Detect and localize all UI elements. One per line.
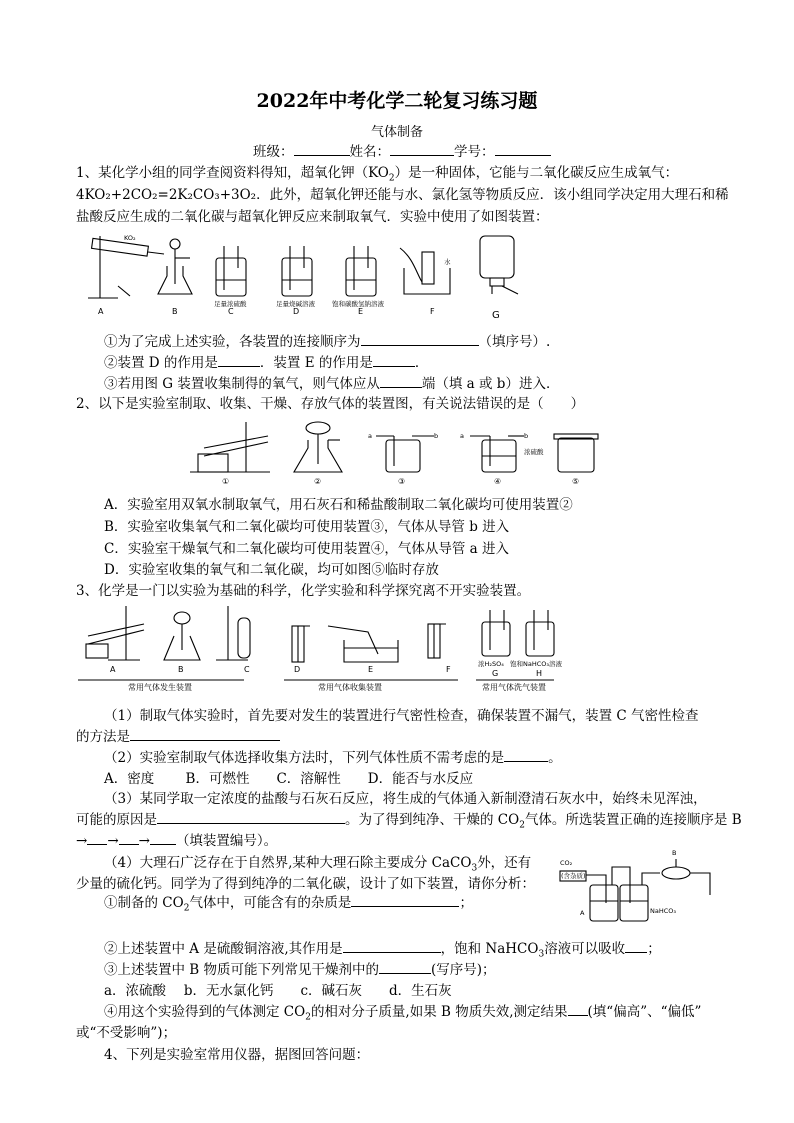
q1-stem-line3: 盐酸反应生成的二氧化碳与超氧化钾反应来制取氧气．实验中使用了如图装置：: [76, 209, 549, 225]
label-q3-c: C: [244, 665, 250, 674]
c-liquid-label: 足量浓硫酸: [214, 300, 247, 308]
nahco3-label: NaHCO₃: [650, 907, 676, 915]
q3-p4-sub1: ①制备的 $CO_2$气体中，可能含有的杂质是 ；: [104, 891, 473, 914]
q3-p3-line1: （3）某同学取一定浓度的盐酸与石灰石反应，将生成的气体通入新制澄清石灰水中，始终未见浑浊，: [104, 791, 707, 807]
q3-blank-result[interactable]: [568, 1001, 588, 1016]
label-c: C: [228, 307, 234, 316]
label-b: B: [172, 307, 178, 316]
a-label-fig: A: [580, 909, 585, 917]
d-liquid-label: 足量烧碱溶液: [276, 300, 315, 308]
q2-stem: 2、以下是实验室制取、收集、干燥、存放气体的装置图，有关说法错误的是（ ）: [76, 396, 585, 412]
label-a: A: [98, 307, 104, 316]
q3-blank-absorb[interactable]: [625, 938, 647, 953]
q2-device-3: [368, 432, 438, 486]
label-n5: ⑤: [572, 477, 580, 486]
apparatus-e: [332, 246, 385, 316]
q1-blank-e[interactable]: [373, 352, 415, 367]
q3-blank-impurity[interactable]: [351, 892, 459, 907]
q3-col-d: [292, 626, 310, 674]
label-f: F: [430, 307, 435, 316]
q2-option-c[interactable]: C．实验室干燥氧气和二氧化碳均可使用装置④，气体从导管 a 进入: [104, 541, 509, 557]
q3-p2: （2）实验室制取气体选择收集方法时，下列气体性质不需考虑的是 。: [104, 746, 562, 766]
label-q3-g: G: [492, 669, 499, 678]
apparatus-c: [214, 246, 247, 316]
apparatus-g: [480, 236, 518, 321]
label-q3-a: A: [110, 665, 116, 674]
q4-stem: 4、下列是实验室常用仪器，据图回答问题：: [104, 1047, 370, 1063]
q1-equation-line: 4KO₂+2CO₂=2K₂CO₃+3O₂．此外，超氧化钾还能与水、氯化氢等物质反应．该小组同学决定用大理石和稀: [76, 187, 729, 203]
label-q3-e: E: [368, 665, 374, 674]
q1-sub1: ①为了完成上述实验，各装置的连接顺序为 （填序号）.: [104, 330, 550, 350]
page-title: 2022年中考化学二轮复习练习题: [256, 90, 538, 112]
q3-p1-line2: 的方法是: [76, 725, 280, 745]
apparatus-d: [276, 246, 316, 316]
q2-device-2: [294, 422, 342, 486]
ko2-label: KO₂: [124, 234, 136, 242]
q3-p2-options[interactable]: A．密度 B．可燃性 C．溶解性 D．能否与水反应: [104, 771, 474, 787]
q2-apparatus-figure: [190, 414, 610, 486]
q2-b-label-3: b: [434, 432, 439, 440]
q3-blank-cuso4-role[interactable]: [343, 938, 441, 953]
number-blank[interactable]: [495, 141, 551, 156]
label-g: G: [492, 310, 500, 321]
apparatus-b: [158, 239, 192, 316]
q3-blank-seq3[interactable]: [150, 830, 176, 845]
q3-gen-b: [164, 612, 200, 674]
q2-a-label-3: a: [368, 432, 372, 440]
q2-device-1: [190, 422, 270, 486]
topic-subtitle: 气体制备: [370, 125, 423, 140]
label-q3-f: F: [446, 665, 451, 674]
q3-blank-property[interactable]: [504, 747, 548, 762]
apparatus-f: [400, 248, 451, 316]
q3-p4-desiccant-options[interactable]: a．浓硫酸 b．无水氯化钙 c．碱石灰 d．生石灰: [104, 983, 452, 999]
number-label: 学号：: [454, 144, 495, 160]
q3-p3-line3: → → → （填装置编号）。: [76, 829, 277, 849]
caption-generation: 常用气体发生装置: [128, 683, 192, 692]
q3-col-e: [328, 626, 398, 674]
q2-option-a[interactable]: A．实验室用双氧水制取氧气，用石灰石和稀盐酸制取二氧化碳均可使用装置②: [104, 497, 573, 513]
impure-label: (含杂质): [561, 872, 586, 880]
b-label-fig: B: [672, 849, 677, 857]
q3-p4-sub2: ②上述装置中 A 是硫酸铜溶液,其作用是 ，饱和 NaHCO$_3$溶液可以吸收 ；: [104, 937, 661, 960]
class-label: 班级：: [253, 144, 294, 160]
q2-b-label-4: b: [524, 432, 529, 440]
q3-p4-sub4-line1: ④用这个实验得到的气体测定 $CO_2$的相对分子质量,如果 B 物质失效,测定结果 (填“偏高”、“偏低”: [104, 1000, 701, 1023]
label-n2: ②: [314, 477, 322, 486]
e-liquid-label: 饱和碳酸氢钠溶液: [332, 300, 384, 308]
q1-apparatus-figure: [78, 228, 528, 328]
label-n3: ③: [398, 477, 406, 486]
q2-a-label-4: a: [460, 432, 464, 440]
q1-sub3: ③若用图 G 装置收集制得的氧气，则气体应从 端（填 a 或 b）进入．: [104, 372, 559, 392]
name-label: 姓名：: [349, 144, 390, 160]
q3-p4-line1: （4）大理石广泛存在于自然界,某种大理石除主要成分 CaCO$_3$外，还有: [104, 855, 532, 874]
q2-device-4: [460, 432, 544, 486]
water-label: 水: [444, 258, 451, 266]
h-liquid-label: 饱和NaHCO₃溶液: [510, 660, 562, 668]
q3-purification-figure: [560, 845, 725, 925]
q3-p4-sub4-line2: 或“不受影响”)；: [76, 1025, 177, 1041]
q3-wash-g: [478, 610, 510, 678]
q2-device-5: [554, 434, 598, 486]
label-e: E: [358, 307, 364, 316]
q3-blank-seq2[interactable]: [119, 830, 139, 845]
q3-stem: 3、化学是一门以实验为基础的科学，化学实验和科学探究离不开实验装置。: [76, 583, 531, 599]
q3-apparatus-figure: [78, 602, 562, 697]
q3-p4-sub3: ③上述装置中 B 物质可能下列常见干燥剂中的 (写序号)；: [104, 958, 496, 978]
q3-wash-h: [510, 610, 562, 678]
apparatus-a: [88, 234, 164, 316]
g-liquid-label: 浓H₂SO₄: [478, 660, 504, 668]
q1-blank-d[interactable]: [218, 352, 260, 367]
label-q3-h: H: [536, 669, 543, 678]
name-blank[interactable]: [390, 141, 454, 156]
q1-stem-line1: 1、某化学小组的同学查阅资料得知，超氧化钾$(KO_2)$是一种固体，它能与二氧化碳反应生成氧气：: [76, 165, 679, 184]
q1-sub2: ②装置 D 的作用是 ．装置 E 的作用是 ．: [104, 351, 428, 371]
label-n1: ①: [222, 477, 230, 486]
q2-option-b[interactable]: B．实验室收集氧气和二氧化碳均可使用装置③，气体从导管 b 进入: [104, 519, 510, 535]
q3-blank-desiccant[interactable]: [379, 959, 431, 974]
q3-p4-line2: 少量的硫化钙。同学为了得到纯净的二氧化碳，设计了如下装置，请你分析：: [76, 876, 535, 892]
label-d: D: [293, 307, 300, 316]
label-q3-d: D: [294, 665, 301, 674]
q2-option-d[interactable]: D．实验室收集的氧气和二氧化碳，均可如图⑤临时存放: [104, 562, 439, 578]
q3-blank-reason[interactable]: [157, 809, 345, 824]
label-q3-b: B: [178, 665, 184, 674]
q3-blank-method[interactable]: [130, 726, 280, 741]
q1-blank-order[interactable]: [361, 331, 479, 346]
q3-p3-line2: 可能的原因是 。为了得到纯净、干燥的 $CO_2$气体。所选装置正确的连接顺序是 B: [76, 808, 742, 831]
q3-gen-a: [86, 606, 144, 674]
co2-label: CO₂: [560, 859, 573, 867]
class-blank[interactable]: [294, 141, 350, 156]
q3-blank-seq1[interactable]: [87, 830, 107, 845]
q3-col-f: [428, 624, 451, 674]
caption-collection: 常用气体收集装置: [318, 683, 382, 692]
label-n4: ④: [494, 477, 502, 486]
student-info-line: [253, 140, 551, 160]
caption-washing: 常用气体洗气装置: [482, 683, 546, 692]
conc-acid-label: 浓硫酸: [524, 448, 544, 456]
q3-gen-c: [216, 606, 250, 674]
q1-blank-port[interactable]: [380, 373, 422, 388]
q3-p1-line1: （1）制取气体实验时，首先要对发生的装置进行气密性检查，确保装置不漏气，装置 C 气密性检查: [104, 708, 699, 724]
